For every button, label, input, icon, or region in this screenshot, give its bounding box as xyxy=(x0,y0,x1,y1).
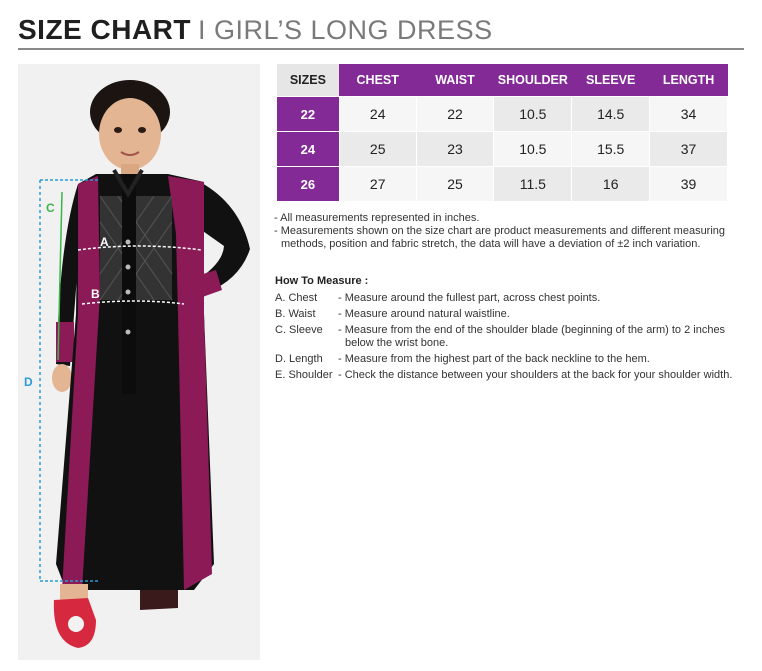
list-item xyxy=(275,369,745,382)
header-sleeve: SLEEVE xyxy=(572,64,650,97)
note-deviation: - Measurements shown on the size chart are product measurements and different measuring methods, position and fabric stretch, the data will have a deviation of ±2 inch variation. xyxy=(274,225,726,250)
length-cell: 34 xyxy=(650,97,728,132)
shoulder-cell: 10.5 xyxy=(494,132,572,167)
list-item xyxy=(275,308,745,321)
measure-desc: - Measure from the highest part of the back neckline to the hem. xyxy=(338,353,650,365)
waist-cell: 25 xyxy=(416,167,494,202)
measure-desc: - Measure from the end of the shoulder blade (beginning of the arm) to 2 inches below the wrist bone. xyxy=(338,324,726,349)
measure-desc: - Measure around the fullest part, across chest points. xyxy=(338,292,601,304)
measure-term: E. Shoulder xyxy=(275,369,333,381)
header-length: LENGTH xyxy=(650,64,728,97)
product-photo-panel xyxy=(18,64,260,660)
size-cell: 24 xyxy=(277,132,340,167)
measure-term: C. Sleeve xyxy=(275,324,323,336)
header-waist: WAIST xyxy=(416,64,494,97)
sleeve-cell: 14.5 xyxy=(572,97,650,132)
page-subtitle: I GIRL’S LONG DRESS xyxy=(198,15,493,45)
sleeve-cell: 15.5 xyxy=(572,132,650,167)
shoulder-cell: 11.5 xyxy=(494,167,572,202)
how-to-measure-title: How To Measure : xyxy=(275,275,369,287)
label-d: D xyxy=(24,375,33,389)
measure-term: D. Length xyxy=(275,353,323,365)
chest-cell: 27 xyxy=(339,167,416,202)
how-to-measure-list xyxy=(275,292,745,385)
measure-term: A. Chest xyxy=(275,292,318,304)
dress-illustration xyxy=(18,64,260,660)
list-item xyxy=(275,353,745,366)
label-c: C xyxy=(46,201,55,215)
header-sizes: SIZES xyxy=(277,64,340,97)
measure-term: B. Waist xyxy=(275,308,316,320)
waist-cell: 22 xyxy=(416,97,494,132)
chest-cell: 24 xyxy=(339,97,416,132)
length-cell: 37 xyxy=(650,132,728,167)
sleeve-cell: 16 xyxy=(572,167,650,202)
label-b: B xyxy=(91,287,100,301)
table-row xyxy=(277,97,728,132)
measure-desc: - Measure around natural waistline. xyxy=(338,308,510,320)
page-header xyxy=(18,10,744,50)
measure-desc: - Check the distance between your shoulders at the back for your shoulder width. xyxy=(338,369,733,381)
table-row xyxy=(277,167,728,202)
size-cell: 22 xyxy=(277,97,340,132)
list-item xyxy=(275,324,745,350)
list-item xyxy=(275,292,745,305)
size-table xyxy=(276,64,728,202)
face xyxy=(99,98,161,170)
header-chest: CHEST xyxy=(339,64,416,97)
measurement-notes xyxy=(274,212,744,251)
chest-cell: 25 xyxy=(339,132,416,167)
waist-cell: 23 xyxy=(416,132,494,167)
table-row xyxy=(277,132,728,167)
header-shoulder: SHOULDER xyxy=(494,64,572,97)
size-cell: 26 xyxy=(277,167,340,202)
shoulder-cell: 10.5 xyxy=(494,97,572,132)
size-table-header-row xyxy=(277,64,728,97)
length-cell: 39 xyxy=(650,167,728,202)
note-inches: - All measurements represented in inches. xyxy=(274,212,480,224)
label-a: A xyxy=(100,235,109,249)
page-title: SIZE CHART xyxy=(18,14,191,45)
